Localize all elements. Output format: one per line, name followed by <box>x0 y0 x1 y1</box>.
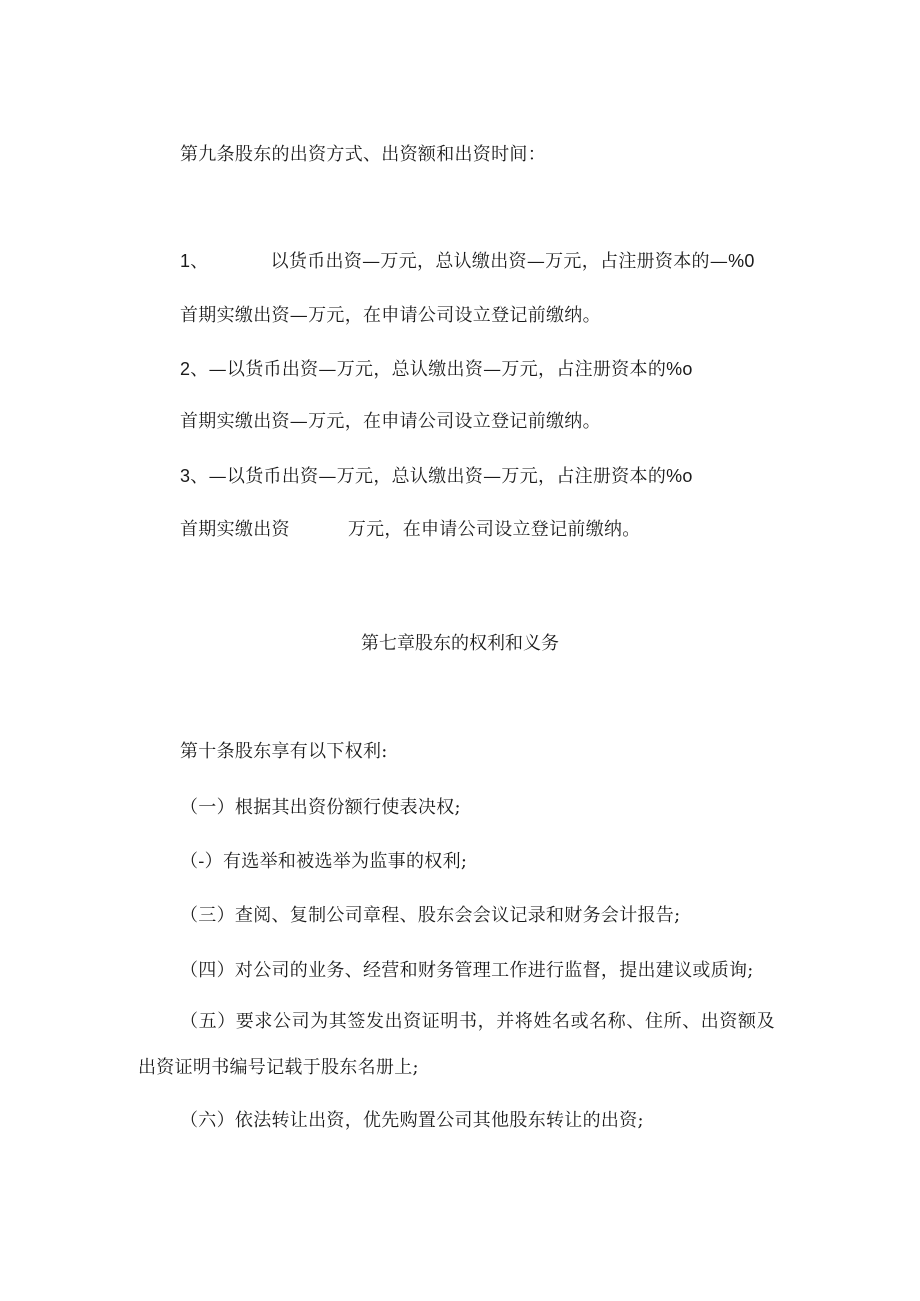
item3-text: —以货币出资—万元，总认缴出资—万元，占注册资本的 <box>208 466 667 487</box>
item1-percent: %0 <box>728 251 755 271</box>
item2-number: 2、 <box>180 359 209 379</box>
right-4: （四）对公司的业务、经营和财务管理工作进行监督，提出建议或质询; <box>180 960 754 981</box>
chapter7-title: 第七章股东的权利和义务 <box>361 633 559 654</box>
article9-item3 <box>180 464 693 489</box>
right-5-line1: （五）要求公司为其签发出资证明书，并将姓名或名称、住所、出资额及 <box>180 1011 776 1032</box>
article9-item2-line2: 首期实缴出资—万元，在申请公司设立登记前缴纳。 <box>180 411 601 432</box>
article9-item3-line2 <box>180 518 641 542</box>
article9-heading: 第九条股东的出资方式、出资额和出资时间： <box>180 144 546 165</box>
article9-item2 <box>180 357 693 382</box>
item3-percent: %o <box>666 466 693 486</box>
article9-item1 <box>180 249 755 274</box>
right-2: （-）有选举和被选举为监事的权利; <box>180 851 468 872</box>
item2-text: —以货币出资—万元，总认缴出资—万元，占注册资本的 <box>208 359 667 380</box>
item3-number: 3、 <box>180 466 209 486</box>
right-5-line2: 出资证明书编号记载于股东名册上; <box>138 1057 419 1078</box>
item1-number: 1、 <box>180 251 209 271</box>
article10-heading: 第十条股东享有以下权利: <box>180 741 388 762</box>
item2-percent: %o <box>666 359 693 379</box>
item3-line2-part-a: 首期实缴出资 <box>180 519 290 540</box>
article9-item1-line2: 首期实缴出资—万元，在申请公司设立登记前缴纳。 <box>180 305 601 326</box>
item3-line2-part-b: 万元，在申请公司设立登记前缴纳。 <box>347 519 641 540</box>
right-6: （六）依法转让出资，优先购置公司其他股东转让的出资; <box>180 1110 644 1131</box>
right-1: （一）根据其出资份额行使表决权; <box>180 797 461 818</box>
item1-text: 以货币出资—万元，总认缴出资—万元，占注册资本的— <box>270 251 729 272</box>
right-3: （三）查阅、复制公司章程、股东会会议记录和财务会计报告; <box>180 905 681 926</box>
